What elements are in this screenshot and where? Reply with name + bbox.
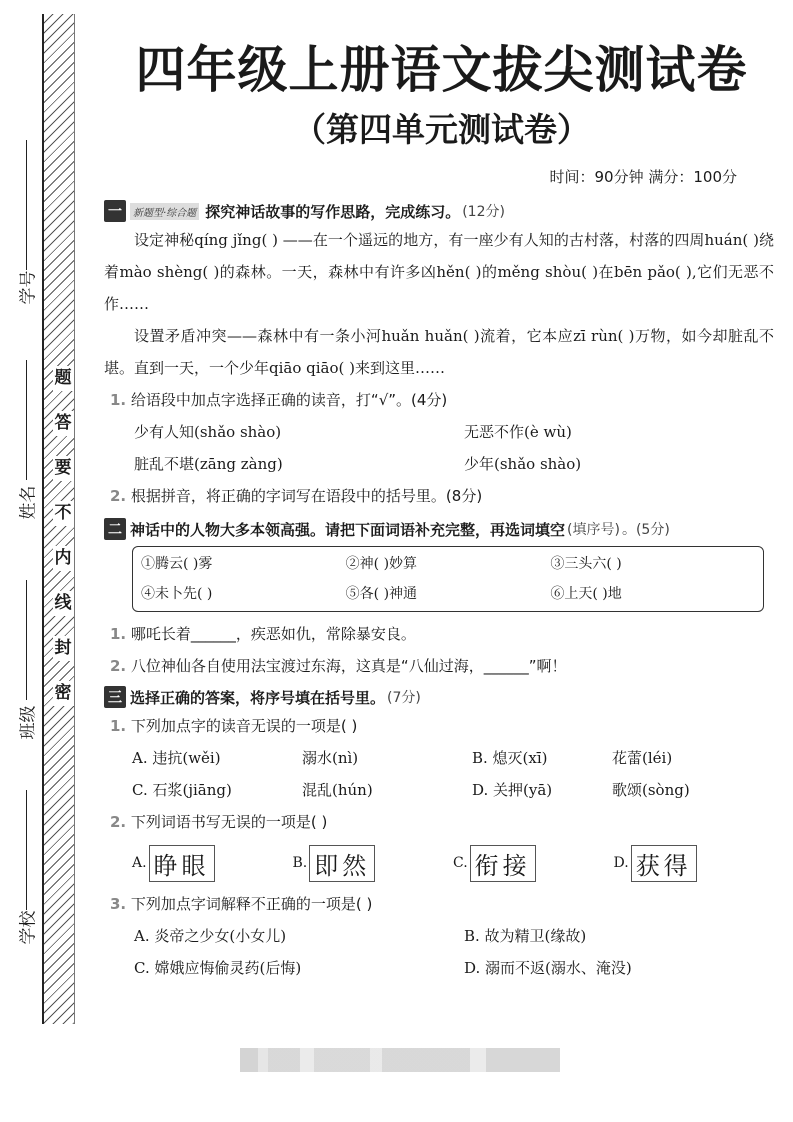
section-badge: 二 <box>104 518 126 540</box>
seal-char: 不 <box>53 501 74 526</box>
school-field[interactable] <box>0 780 40 970</box>
question <box>104 618 774 650</box>
seal-char: 线 <box>53 591 74 616</box>
class-line <box>26 580 27 700</box>
word-option[interactable]: ③三头六( ) <box>550 556 622 572</box>
seal-char: 密 <box>53 681 74 706</box>
passage-paragraph-1: 设定神秘qíng jǐng( ) ——在一个遥远的地方，有一座少有人知的古村落，村落的四周huán( )绕着mào shèng( )的森林。一天，森林中有许多凶hěn( )的měng shòu( )在bēn pǎo( ),它们无恶不作…… <box>104 231 774 313</box>
word-option[interactable]: ②神( )妙算 <box>345 556 418 572</box>
answer-option[interactable]: C. 嫦娥应悔偷灵药(后悔) <box>134 959 302 977</box>
question-number: 2. <box>110 487 127 505</box>
question <box>104 480 774 512</box>
page-title: 四年级上册语文拔尖测试卷 <box>135 41 748 99</box>
student-id-line <box>26 140 27 270</box>
pinyin-choice[interactable]: 无恶不作(è wù) <box>464 423 572 441</box>
section-title: 探究神话故事的写作思路，完成练习。 <box>205 202 461 221</box>
answer-option[interactable]: A. 违抗(wěi) <box>132 749 221 767</box>
answer-option-word: 溺水(nì) <box>302 749 359 767</box>
page-subtitle: （第四单元测试卷） <box>293 110 590 149</box>
question <box>104 710 774 742</box>
question-text: 下列加点字的读音无误的一项是( ) <box>130 717 358 735</box>
name-field[interactable] <box>0 350 40 540</box>
option-letter: D. <box>613 855 629 871</box>
question-text: 给语段中加点字选择正确的读音，打“√”。(4分) <box>130 391 448 409</box>
school-line <box>26 790 27 910</box>
time-info: 时间：90分钟 满分：100分 <box>549 168 737 186</box>
section-badge: 一 <box>104 200 126 222</box>
section-points: 。(5分) <box>621 522 670 538</box>
answer-option[interactable]: B. 故为精卫(缘故) <box>464 927 587 945</box>
word-option[interactable]: ⑥上天( )地 <box>550 586 622 602</box>
answer-option[interactable] <box>293 845 454 882</box>
class-label: 班级 <box>18 705 39 740</box>
new-type-tag: 新题型·综合题 <box>130 203 199 220</box>
student-id-field[interactable] <box>0 130 40 320</box>
option-letter: B. <box>292 855 308 871</box>
name-label: 姓名 <box>18 485 39 520</box>
section-title: 神话中的人物大多本领高强。请把下面词语补充完整，再选词填空 <box>130 520 566 539</box>
boxed-word: 获得 <box>631 845 697 882</box>
answer-options <box>104 920 774 984</box>
question-number: 2. <box>110 813 127 831</box>
section-title: 选择正确的答案，将序号填在括号里。 <box>130 688 386 707</box>
question-number: 1. <box>110 717 127 735</box>
boxed-word-options <box>104 838 774 888</box>
question-text: 根据拼音，将正确的字词写在语段中的括号里。(8分) <box>130 487 483 505</box>
answer-option[interactable]: D. 关押(yā) <box>472 781 553 799</box>
section-badge: 三 <box>104 686 126 708</box>
name-line <box>26 360 27 480</box>
passage-paragraph-2: 设置矛盾冲突——森林中有一条小河huǎn huǎn( )流着，它本应zī rùn( )万物，如今却脏乱不堪。直到一天，一个少年qiāo qiāo( )来到这里…… <box>104 327 774 377</box>
question-text: 哪吒长着______，疾恶如仇，常除暴安良。 <box>130 625 416 643</box>
section-3-header <box>104 684 774 710</box>
pinyin-choice[interactable]: 少年(shǎo shào) <box>464 455 582 473</box>
section-points: (7分) <box>387 690 421 706</box>
question <box>104 650 774 682</box>
answer-option[interactable]: B. 熄灭(xī) <box>472 749 548 767</box>
word-option[interactable]: ①腾云( )雾 <box>141 556 213 572</box>
seal-char: 答 <box>53 411 74 436</box>
seal-char: 内 <box>53 546 74 571</box>
pinyin-choice[interactable]: 少有人知(shǎo shào) <box>134 423 282 441</box>
question-text: 下列加点字词解释不正确的一项是( ) <box>130 895 373 913</box>
answer-options <box>104 742 774 806</box>
answer-option[interactable] <box>453 845 614 882</box>
question-number: 2. <box>110 657 127 675</box>
section-1-header <box>104 198 774 224</box>
answer-option[interactable] <box>614 845 775 882</box>
question-text: 下列词语书写无误的一项是( ) <box>130 813 328 831</box>
question-number: 1. <box>110 391 127 409</box>
question-number: 3. <box>110 895 127 913</box>
option-letter: A. <box>132 855 147 871</box>
word-options-box <box>132 546 764 612</box>
answer-option[interactable] <box>132 845 293 882</box>
pinyin-choice[interactable]: 脏乱不堪(zāng zàng) <box>134 455 283 473</box>
blurred-footer <box>240 1048 560 1072</box>
section-points: (12分) <box>462 204 505 220</box>
question-text: 八位神仙各自使用法宝渡过东海，这真是“八仙过海，______”啊！ <box>130 657 567 675</box>
question <box>104 806 774 838</box>
seal-char: 封 <box>53 636 74 661</box>
seal-char: 要 <box>53 456 74 481</box>
question <box>104 384 774 416</box>
boxed-word: 即然 <box>309 845 375 882</box>
pinyin-choice-list <box>104 416 774 480</box>
answer-option[interactable]: D. 溺而不返(溺水、淹没) <box>464 959 632 977</box>
student-id-label: 学号 <box>18 270 39 305</box>
question <box>104 888 774 920</box>
binding-margin <box>0 0 90 1025</box>
seal-line-text <box>51 366 75 706</box>
page-bottom-blank <box>0 1025 793 1122</box>
option-letter: C. <box>453 855 468 871</box>
answer-option-word: 混乱(hún) <box>302 781 373 799</box>
word-option[interactable]: ⑤各( )神通 <box>345 586 418 602</box>
boxed-word: 衔接 <box>470 845 536 882</box>
answer-option-word: 花蕾(léi) <box>612 749 673 767</box>
answer-option[interactable]: C. 石浆(jiāng) <box>132 781 232 799</box>
class-field[interactable] <box>0 570 40 760</box>
word-option[interactable]: ④未卜先( ) <box>141 586 213 602</box>
boxed-word: 睁眼 <box>149 845 215 882</box>
question-number: 1. <box>110 625 127 643</box>
answer-option-word: 歌颂(sòng) <box>612 781 690 799</box>
section-note: (填序号) <box>567 522 620 538</box>
school-label: 学校 <box>18 910 39 945</box>
section-2-header <box>104 516 774 542</box>
seal-char: 题 <box>53 366 74 391</box>
exam-content <box>104 198 774 984</box>
answer-option[interactable]: A. 炎帝之少女(小女儿) <box>134 927 287 945</box>
